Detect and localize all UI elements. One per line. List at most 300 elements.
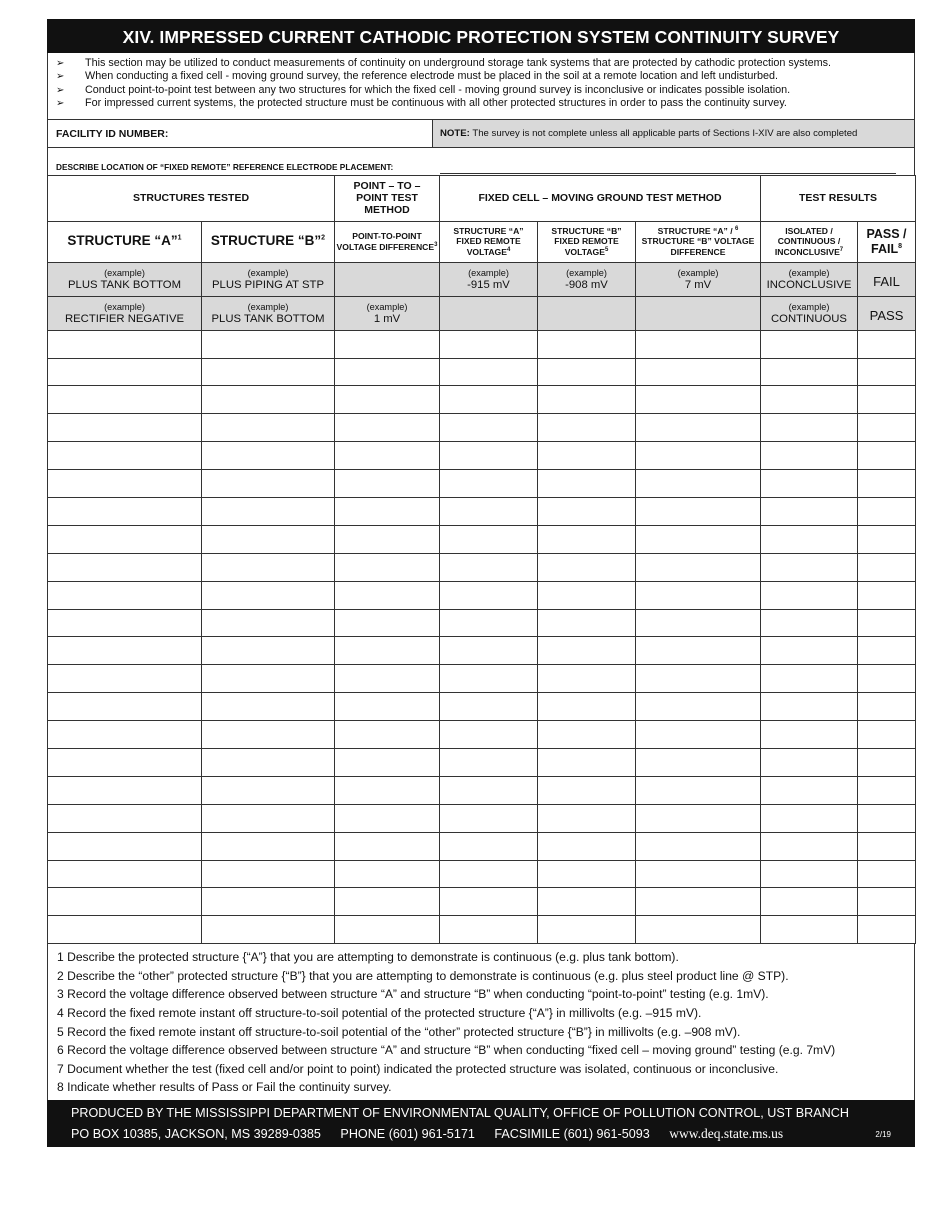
entry-cell[interactable]	[48, 832, 202, 860]
example-row	[48, 262, 916, 296]
column-header-label: ISOLATED / CONTINUOUS / INCONCLUSIVE	[774, 225, 841, 257]
entry-cell[interactable]	[636, 748, 761, 776]
column-header-label: POINT-TO-POINT VOLTAGE DIFFERENCE	[336, 231, 435, 252]
example-tag: (example)	[566, 268, 607, 279]
fax: FACSIMILE (601) 961-5093	[494, 1126, 650, 1141]
entry-cell[interactable]	[202, 721, 335, 749]
example-cell	[440, 296, 538, 330]
electrode-location-field[interactable]	[440, 173, 896, 174]
example-cell	[48, 262, 202, 296]
entry-cell[interactable]	[48, 553, 202, 581]
entry-cell[interactable]	[538, 916, 636, 944]
entry-cell[interactable]	[761, 916, 858, 944]
entry-cell[interactable]	[202, 553, 335, 581]
entry-cell[interactable]	[440, 553, 538, 581]
column-header-row	[48, 221, 916, 262]
entry-cell[interactable]	[48, 888, 202, 916]
entry-cell[interactable]	[202, 748, 335, 776]
example-value: PLUS TANK BOTTOM	[211, 313, 325, 326]
entry-cell[interactable]	[636, 721, 761, 749]
entry-cell[interactable]	[202, 581, 335, 609]
entry-cell[interactable]	[202, 637, 335, 665]
entry-cell[interactable]	[761, 637, 858, 665]
column-header-label: STRUCTURE “A” FIXED REMOTE VOLTAGE	[453, 225, 524, 257]
entry-cell[interactable]	[335, 609, 440, 637]
footnote: 2 Describe the “other” protected structure {“B”} that you are attempting to demonstrate is continuous (e.g. plus steel product line @ STP).	[57, 968, 789, 983]
example-cell	[761, 296, 858, 330]
entry-row	[48, 693, 916, 721]
entry-cell[interactable]	[858, 386, 916, 414]
entry-cell[interactable]	[202, 860, 335, 888]
entry-row	[48, 916, 916, 944]
entry-cell[interactable]	[538, 888, 636, 916]
entry-cell[interactable]	[202, 414, 335, 442]
address: PO BOX 10385, JACKSON, MS 39289-0385	[71, 1126, 321, 1141]
entry-cell[interactable]	[440, 748, 538, 776]
entry-cell[interactable]	[538, 721, 636, 749]
entry-cell[interactable]	[761, 804, 858, 832]
entry-cell[interactable]	[202, 330, 335, 358]
example-value: RECTIFIER NEGATIVE	[64, 313, 185, 326]
entry-row	[48, 581, 916, 609]
entry-cell[interactable]	[538, 776, 636, 804]
entry-cell[interactable]	[636, 832, 761, 860]
entry-cell[interactable]	[335, 330, 440, 358]
entry-cell[interactable]	[202, 776, 335, 804]
entry-cell[interactable]	[858, 888, 916, 916]
entry-cell[interactable]	[202, 497, 335, 525]
facility-id-label: FACILITY ID NUMBER:	[56, 127, 169, 140]
column-header	[48, 221, 202, 262]
continuity-table	[47, 175, 916, 945]
intro-bullet	[56, 57, 906, 70]
entry-cell[interactable]	[538, 665, 636, 693]
entry-cell[interactable]	[538, 609, 636, 637]
entry-cell[interactable]	[335, 665, 440, 693]
column-header	[858, 221, 916, 262]
column-header	[335, 221, 440, 262]
entry-cell[interactable]	[440, 525, 538, 553]
footnote-ref: 3	[434, 241, 438, 248]
entry-cell[interactable]	[202, 804, 335, 832]
entry-cell[interactable]	[761, 665, 858, 693]
entry-cell[interactable]	[636, 804, 761, 832]
bullet-arrow-icon: ➢	[56, 71, 65, 83]
entry-cell[interactable]	[202, 358, 335, 386]
entry-cell[interactable]	[48, 470, 202, 498]
entry-cell[interactable]	[538, 748, 636, 776]
entry-cell[interactable]	[335, 693, 440, 721]
entry-cell[interactable]	[335, 470, 440, 498]
example-tag: (example)	[247, 302, 289, 313]
column-header	[636, 221, 761, 262]
example-value: 1 mV	[373, 313, 401, 326]
facility-row	[47, 119, 915, 148]
entry-cell[interactable]	[636, 693, 761, 721]
entry-cell[interactable]	[48, 776, 202, 804]
entry-row	[48, 721, 916, 749]
phone: PHONE (601) 961-5171	[340, 1126, 475, 1141]
entry-cell[interactable]	[858, 637, 916, 665]
pass-fail-value: PASS	[869, 307, 904, 323]
entry-row	[48, 888, 916, 916]
entry-cell[interactable]	[636, 665, 761, 693]
pass-fail-value: FAIL	[873, 273, 900, 289]
entry-cell[interactable]	[440, 386, 538, 414]
entry-row	[48, 860, 916, 888]
entry-cell[interactable]	[440, 637, 538, 665]
entry-cell[interactable]	[761, 581, 858, 609]
entry-cell[interactable]	[636, 330, 761, 358]
entry-cell[interactable]	[636, 776, 761, 804]
entry-row	[48, 776, 916, 804]
entry-cell[interactable]	[440, 497, 538, 525]
column-header-label: STRUCTURE “B”	[210, 233, 322, 249]
entry-cell[interactable]	[538, 497, 636, 525]
entry-cell[interactable]	[538, 832, 636, 860]
footnote-ref: 7	[839, 247, 844, 254]
revision-date: 2/19	[875, 1129, 891, 1139]
entry-cell[interactable]	[538, 581, 636, 609]
entry-cell[interactable]	[538, 553, 636, 581]
entry-cell[interactable]	[48, 525, 202, 553]
group-header-row	[48, 175, 916, 221]
entry-row	[48, 609, 916, 637]
entry-cell[interactable]	[440, 804, 538, 832]
entry-row	[48, 553, 916, 581]
intro-bullets	[47, 53, 915, 119]
entry-cell[interactable]	[48, 358, 202, 386]
entry-cell[interactable]	[440, 776, 538, 804]
intro-bullet	[56, 84, 906, 97]
entry-cell[interactable]	[335, 386, 440, 414]
survey-form	[47, 19, 915, 1147]
entry-cell[interactable]	[335, 916, 440, 944]
entry-row	[48, 330, 916, 358]
entry-cell[interactable]	[335, 721, 440, 749]
electrode-location-row	[47, 148, 915, 175]
column-header	[761, 221, 858, 262]
footnote: 3 Record the voltage difference observed between structure “A” and structure “B” when conducting “point-to-point” testing (e.g. 1mV).	[57, 987, 769, 1002]
entry-cell[interactable]	[858, 470, 916, 498]
entry-cell[interactable]	[538, 386, 636, 414]
footnotes	[47, 944, 915, 1100]
entry-cell[interactable]	[761, 776, 858, 804]
entry-cell[interactable]	[636, 358, 761, 386]
entry-cell[interactable]	[858, 414, 916, 442]
entry-cell[interactable]	[538, 358, 636, 386]
entry-cell[interactable]	[335, 497, 440, 525]
entry-cell[interactable]	[440, 609, 538, 637]
example-cell	[858, 296, 916, 330]
column-header-label: FAIL	[871, 241, 899, 256]
intro-bullet	[56, 70, 906, 83]
entry-cell[interactable]	[858, 916, 916, 944]
entry-row	[48, 637, 916, 665]
producer-banner	[47, 1100, 915, 1147]
entry-cell[interactable]	[636, 888, 761, 916]
example-tag: (example)	[366, 302, 408, 313]
entry-cell[interactable]	[440, 665, 538, 693]
entry-cell[interactable]	[538, 414, 636, 442]
entry-cell[interactable]	[440, 442, 538, 470]
example-value: 7 mV	[684, 279, 712, 292]
contact-line	[71, 1126, 799, 1142]
intro-bullet-text: Conduct point-to-point test between any two structures for which the fixed cell - moving ground survey is inconclusive or indicates possible isolation.	[85, 83, 791, 96]
entry-cell[interactable]	[538, 804, 636, 832]
entry-row	[48, 665, 916, 693]
entry-cell[interactable]	[440, 330, 538, 358]
footnote-ref: 6	[735, 226, 739, 233]
entry-cell[interactable]	[858, 358, 916, 386]
entry-cell[interactable]	[440, 916, 538, 944]
entry-cell[interactable]	[202, 888, 335, 916]
entry-cell[interactable]	[440, 860, 538, 888]
entry-cell[interactable]	[761, 358, 858, 386]
entry-cell[interactable]	[636, 525, 761, 553]
test-results-header: TEST RESULTS	[761, 175, 916, 221]
example-cell	[202, 296, 335, 330]
entry-cell[interactable]	[202, 386, 335, 414]
column-header-label: STRUCTURE “A” /	[657, 225, 733, 236]
entry-cell[interactable]	[202, 470, 335, 498]
example-value: PLUS PIPING AT STP	[212, 279, 324, 292]
entry-cell[interactable]	[335, 804, 440, 832]
entry-cell[interactable]	[858, 693, 916, 721]
entry-cell[interactable]	[538, 442, 636, 470]
entry-cell[interactable]	[335, 358, 440, 386]
entry-cell[interactable]	[48, 665, 202, 693]
entry-cell[interactable]	[858, 804, 916, 832]
entry-cell[interactable]	[636, 860, 761, 888]
entry-cell[interactable]	[858, 860, 916, 888]
entry-cell[interactable]	[335, 776, 440, 804]
entry-cell[interactable]	[538, 470, 636, 498]
intro-bullet	[56, 97, 906, 110]
entry-cell[interactable]	[761, 748, 858, 776]
intro-bullet-text: This section may be utilized to conduct measurements of continuity on underground storage tank systems that are protected by cathodic protection systems.	[85, 57, 831, 69]
entry-cell[interactable]	[440, 358, 538, 386]
entry-cell[interactable]	[440, 721, 538, 749]
entry-cell[interactable]	[761, 553, 858, 581]
entry-cell[interactable]	[761, 386, 858, 414]
entry-cell[interactable]	[858, 581, 916, 609]
entry-cell[interactable]	[858, 497, 916, 525]
entry-cell[interactable]	[440, 414, 538, 442]
entry-cell[interactable]	[202, 693, 335, 721]
entry-cell[interactable]	[440, 888, 538, 916]
entry-row	[48, 442, 916, 470]
section-title: XIV. IMPRESSED CURRENT CATHODIC PROTECTION SYSTEM CONTINUITY SURVEY	[47, 19, 915, 53]
entry-cell[interactable]	[538, 330, 636, 358]
entry-cell[interactable]	[48, 609, 202, 637]
website-link[interactable]: www.deq.state.ms.us	[669, 1125, 784, 1141]
entry-cell[interactable]	[636, 414, 761, 442]
footnote: 1 Describe the protected structure {“A”} that you are attempting to demonstrate is continuous (e.g. plus tank bottom).	[57, 950, 679, 965]
entry-cell[interactable]	[761, 832, 858, 860]
entry-cell[interactable]	[335, 553, 440, 581]
entry-cell[interactable]	[335, 414, 440, 442]
entry-cell[interactable]	[636, 553, 761, 581]
producer-line: PRODUCED BY THE MISSISSIPPI DEPARTMENT OF ENVIRONMENTAL QUALITY, OFFICE OF POLLUTION CONTROL, UST BRANCH	[71, 1105, 849, 1120]
footnote-ref: 5	[604, 247, 609, 254]
electrode-location-label: DESCRIBE LOCATION OF “FIXED REMOTE” REFERENCE ELECTRODE PLACEMENT:	[56, 161, 394, 172]
entry-cell[interactable]	[48, 581, 202, 609]
entry-cell[interactable]	[48, 414, 202, 442]
example-cell	[538, 262, 636, 296]
example-cell	[761, 262, 858, 296]
entry-cell[interactable]	[202, 609, 335, 637]
entry-cell[interactable]	[858, 721, 916, 749]
entry-cell[interactable]	[48, 860, 202, 888]
entry-cell[interactable]	[858, 553, 916, 581]
entry-row	[48, 804, 916, 832]
bullet-arrow-icon: ➢	[56, 58, 65, 69]
example-cell	[335, 262, 440, 296]
column-header	[440, 221, 538, 262]
example-cell	[858, 262, 916, 296]
example-cell	[335, 296, 440, 330]
entry-cell[interactable]	[761, 721, 858, 749]
entry-cell[interactable]	[335, 442, 440, 470]
bullet-arrow-icon: ➢	[56, 98, 65, 110]
entry-cell[interactable]	[858, 748, 916, 776]
example-tag: (example)	[104, 302, 145, 313]
entry-cell[interactable]	[440, 832, 538, 860]
entry-cell[interactable]	[440, 581, 538, 609]
entry-cell[interactable]	[48, 721, 202, 749]
entry-cell[interactable]	[858, 525, 916, 553]
example-cell	[48, 296, 202, 330]
entry-cell[interactable]	[858, 776, 916, 804]
entry-cell[interactable]	[858, 665, 916, 693]
example-tag: (example)	[247, 268, 289, 279]
entry-cell[interactable]	[636, 581, 761, 609]
entry-cell[interactable]	[761, 470, 858, 498]
entry-cell[interactable]	[48, 916, 202, 944]
entry-row	[48, 414, 916, 442]
example-value: -915 mV	[467, 279, 510, 292]
example-tag: (example)	[788, 268, 830, 279]
entry-cell[interactable]	[335, 748, 440, 776]
footnote-ref: 4	[506, 247, 511, 254]
entry-cell[interactable]	[202, 832, 335, 860]
entry-cell[interactable]	[48, 386, 202, 414]
entry-cell[interactable]	[761, 693, 858, 721]
entry-cell[interactable]	[335, 581, 440, 609]
column-header-label: STRUCTURE “B” FIXED REMOTE VOLTAGE	[551, 225, 622, 257]
entry-cell[interactable]	[858, 609, 916, 637]
entry-cell[interactable]	[335, 832, 440, 860]
entry-row	[48, 525, 916, 553]
entry-row	[48, 470, 916, 498]
entry-cell[interactable]	[335, 525, 440, 553]
entry-cell[interactable]	[761, 888, 858, 916]
footnote: 7 Document whether the test (fixed cell and/or point to point) indicated the protected structure was isolated, continuous or inconclusive.	[57, 1061, 779, 1076]
column-header-label: STRUCTURE “A”	[67, 233, 178, 249]
entry-cell[interactable]	[202, 525, 335, 553]
entry-row	[48, 748, 916, 776]
footnote: 4 Record the fixed remote instant off structure-to-soil potential of the protected structure {“A”} in millivolts (e.g. –915 mV).	[57, 1006, 702, 1020]
entry-cell[interactable]	[636, 442, 761, 470]
note-text: The survey is not complete unless all applicable parts of Sections I-XIV are also completed	[472, 127, 858, 139]
entry-cell[interactable]	[636, 609, 761, 637]
intro-bullet-text: When conducting a fixed cell - moving ground survey, the reference electrode must be placed in the soil at a remote location and left undisturbed.	[85, 70, 778, 83]
footnote-ref: 2	[321, 234, 326, 242]
column-header	[202, 221, 335, 262]
entry-cell[interactable]	[538, 637, 636, 665]
note-label: NOTE:	[440, 127, 470, 139]
entry-cell[interactable]	[202, 442, 335, 470]
example-tag: (example)	[788, 302, 830, 313]
entry-cell[interactable]	[202, 916, 335, 944]
entry-cell[interactable]	[858, 442, 916, 470]
entry-cell[interactable]	[202, 665, 335, 693]
entry-cell[interactable]	[858, 832, 916, 860]
entry-cell[interactable]	[761, 525, 858, 553]
footnote: 6 Record the voltage difference observed between structure “A” and structure “B” when conducting “fixed cell – moving ground” testing (e.g. 7mV)	[57, 1043, 836, 1058]
example-tag: (example)	[677, 268, 719, 279]
entry-cell[interactable]	[48, 497, 202, 525]
bullet-arrow-icon: ➢	[56, 84, 65, 96]
entry-cell[interactable]	[538, 693, 636, 721]
intro-bullet-text: For impressed current systems, the protected structure must be continuous with all other protected structures in order to pass the continuity survey.	[85, 97, 787, 110]
entry-cell[interactable]	[761, 414, 858, 442]
entry-cell[interactable]	[761, 609, 858, 637]
example-cell	[636, 296, 761, 330]
entry-cell[interactable]	[761, 860, 858, 888]
facility-id-field[interactable]	[48, 120, 433, 147]
example-value: INCONCLUSIVE	[766, 279, 852, 292]
entry-cell[interactable]	[335, 888, 440, 916]
entry-cell[interactable]	[636, 470, 761, 498]
entry-cell[interactable]	[636, 637, 761, 665]
footnote-ref: 8	[898, 242, 902, 250]
point-to-point-header-text: POINT – TO – POINT TEST METHOD	[353, 180, 421, 217]
example-cell	[202, 262, 335, 296]
example-cell	[636, 262, 761, 296]
point-to-point-header	[335, 175, 440, 221]
entry-cell[interactable]	[440, 693, 538, 721]
entry-cell[interactable]	[48, 748, 202, 776]
entry-cell[interactable]	[636, 916, 761, 944]
entry-cell[interactable]	[636, 497, 761, 525]
entry-cell[interactable]	[48, 442, 202, 470]
entry-cell[interactable]	[335, 860, 440, 888]
entry-cell[interactable]	[761, 330, 858, 358]
example-value: CONTINUOUS	[771, 313, 847, 326]
entry-cell[interactable]	[48, 330, 202, 358]
entry-cell[interactable]	[440, 470, 538, 498]
entry-cell[interactable]	[48, 804, 202, 832]
example-cell	[440, 262, 538, 296]
entry-cell[interactable]	[858, 330, 916, 358]
entry-row	[48, 497, 916, 525]
entry-cell[interactable]	[335, 637, 440, 665]
entry-cell[interactable]	[48, 693, 202, 721]
example-tag: (example)	[468, 268, 509, 279]
entry-row	[48, 358, 916, 386]
example-value: PLUS TANK BOTTOM	[68, 279, 181, 292]
example-cell	[538, 296, 636, 330]
entry-cell[interactable]	[538, 525, 636, 553]
entry-cell[interactable]	[636, 386, 761, 414]
entry-cell[interactable]	[538, 860, 636, 888]
entry-cell[interactable]	[48, 637, 202, 665]
entry-cell[interactable]	[761, 497, 858, 525]
entry-cell[interactable]	[761, 442, 858, 470]
completion-note	[433, 120, 914, 147]
